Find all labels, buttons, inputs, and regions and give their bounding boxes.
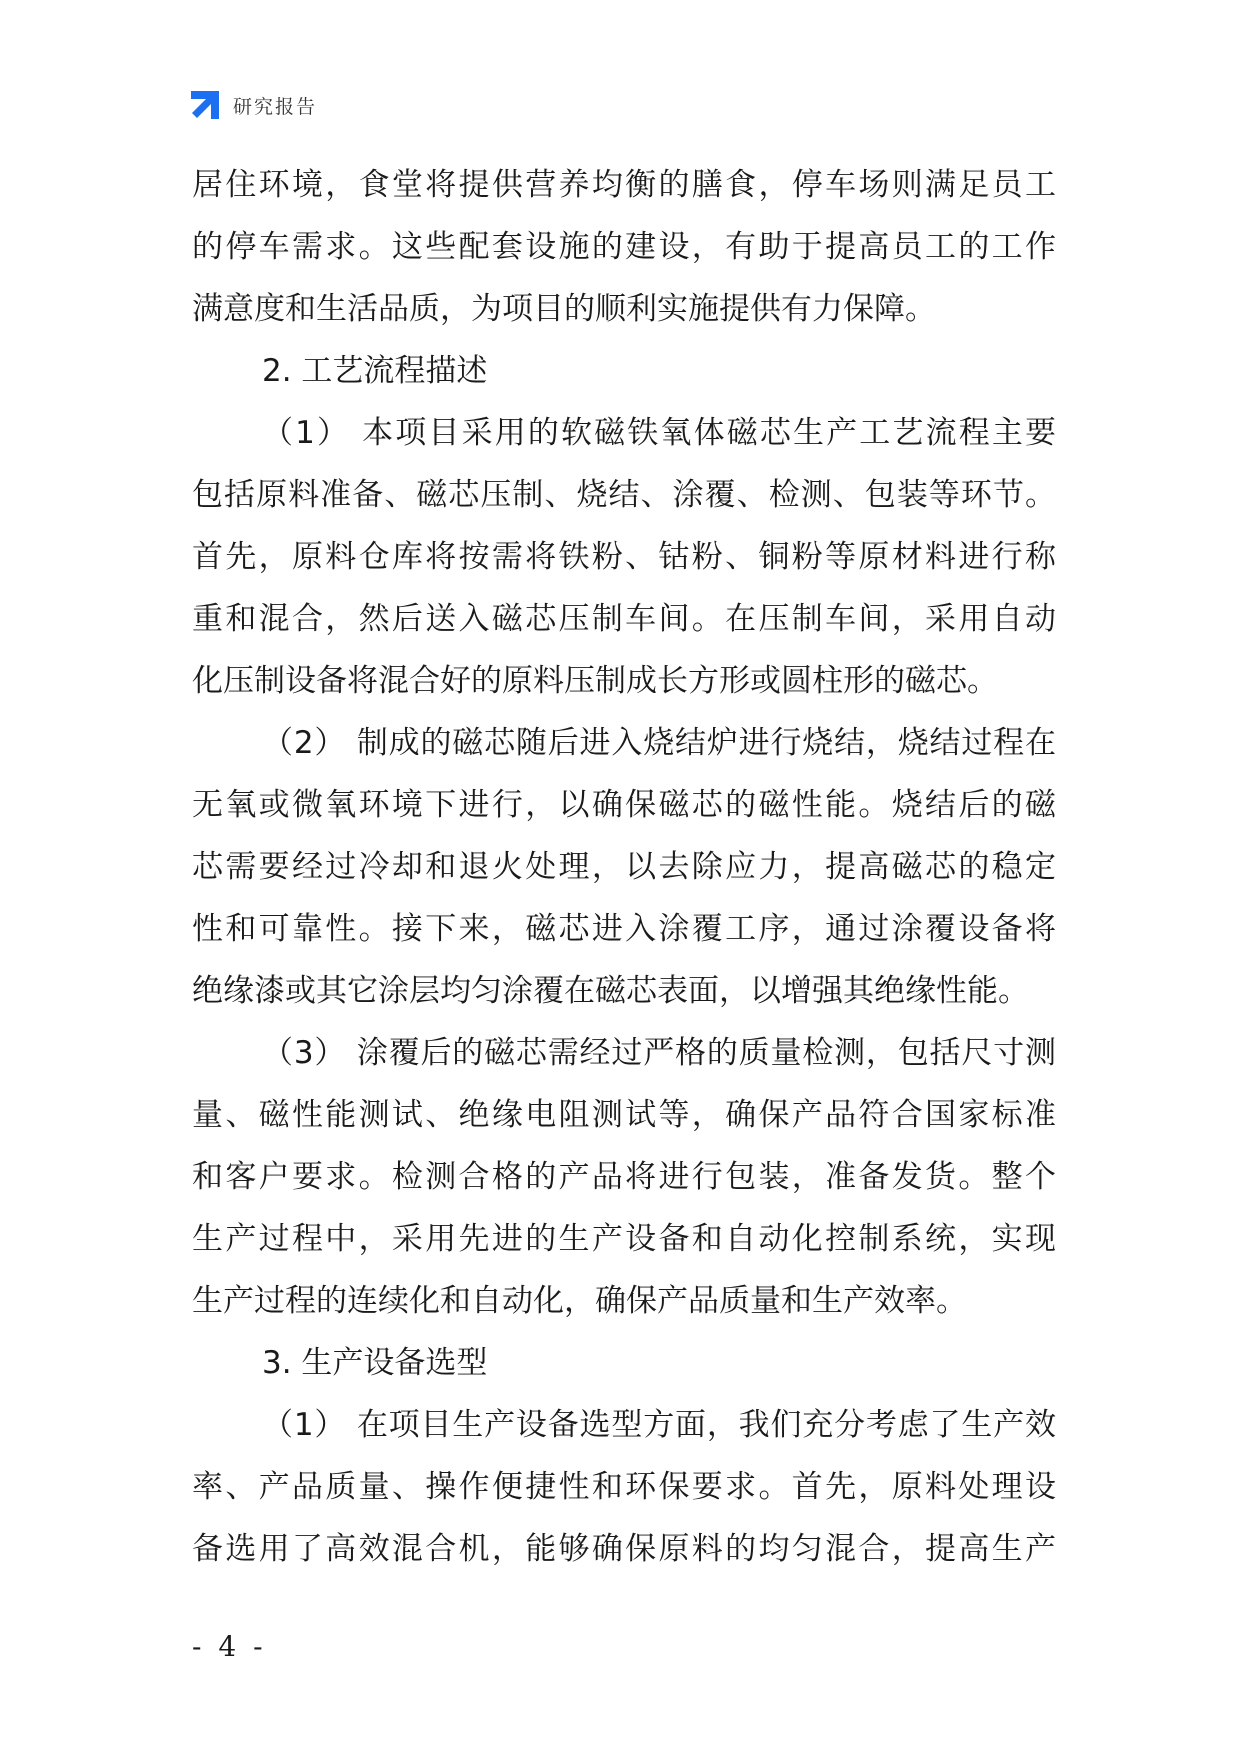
body-line: （1） 本项目采用的软磁铁氧体磁芯生产工艺流程主要 <box>262 415 1056 451</box>
report-header <box>189 88 317 122</box>
page-number: - 4 - <box>192 1630 267 1663</box>
body-line: 的停车需求。这些配套设施的建设，有助于提高员工的工作 <box>192 229 1056 265</box>
body-line: 首先，原料仓库将按需将铁粉、钴粉、铜粉等原材料进行称 <box>192 539 1056 575</box>
arrow-up-right-icon <box>189 89 221 121</box>
body-line: 满意度和生活品质，为项目的顺利实施提供有力保障。 <box>192 291 936 327</box>
body-line: 居住环境，食堂将提供营养均衡的膳食，停车场则满足员工 <box>192 167 1056 203</box>
body-line: 备选用了高效混合机，能够确保原料的均匀混合，提高生产 <box>192 1531 1056 1567</box>
body-line: （1） 在项目生产设备选型方面，我们充分考虑了生产效 <box>262 1407 1056 1443</box>
body-line: 无氧或微氧环境下进行，以确保磁芯的磁性能。烧结后的磁 <box>192 787 1056 823</box>
document-body <box>192 154 1056 1580</box>
body-line: 性和可靠性。接下来，磁芯进入涂覆工序，通过涂覆设备将 <box>192 911 1056 947</box>
body-line: 重和混合，然后送入磁芯压制车间。在压制车间，采用自动 <box>192 601 1056 637</box>
body-line: 率、产品质量、操作便捷性和环保要求。首先，原料处理设 <box>192 1469 1056 1505</box>
report-type-label: 研究报告 <box>233 95 318 118</box>
body-line: （3） 涂覆后的磁芯需经过严格的质量检测，包括尺寸测 <box>262 1035 1056 1071</box>
body-line: 包括原料准备、磁芯压制、烧结、涂覆、检测、包装等环节。 <box>192 477 1056 513</box>
section-heading: 2. 工艺流程描述 <box>262 353 488 389</box>
body-line: 芯需要经过冷却和退火处理，以去除应力，提高磁芯的稳定 <box>192 849 1056 885</box>
body-line: 化压制设备将混合好的原料压制成长方形或圆柱形的磁芯。 <box>192 663 998 699</box>
body-line: 量、磁性能测试、绝缘电阻测试等，确保产品符合国家标准 <box>192 1097 1056 1133</box>
body-line: 绝缘漆或其它涂层均匀涂覆在磁芯表面，以增强其绝缘性能。 <box>192 973 1029 1009</box>
body-line: 生产过程中，采用先进的生产设备和自动化控制系统，实现 <box>192 1221 1056 1257</box>
body-line: 和客户要求。检测合格的产品将进行包装，准备发货。整个 <box>192 1159 1056 1195</box>
section-heading: 3. 生产设备选型 <box>262 1345 488 1381</box>
body-line: 生产过程的连续化和自动化，确保产品质量和生产效率。 <box>192 1283 967 1319</box>
body-line: （2） 制成的磁芯随后进入烧结炉进行烧结，烧结过程在 <box>262 725 1056 761</box>
